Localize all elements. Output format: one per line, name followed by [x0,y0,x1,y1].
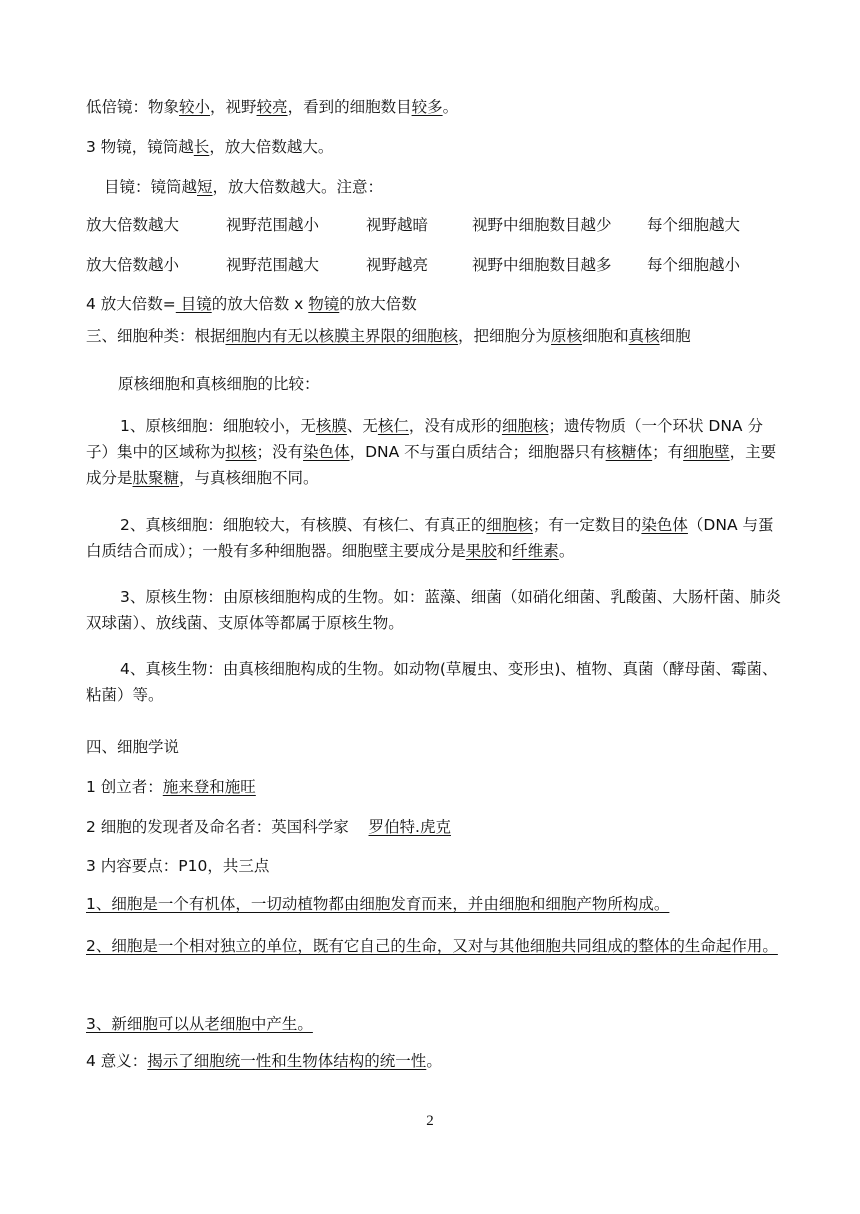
mag-cell: 视野范围越小 [226,216,320,234]
text: ，与真核细胞不同。 [179,469,319,487]
text: 、无 [346,417,378,435]
underlined-term: 较小 [179,98,211,116]
text: ，放大倍数越大。 [209,138,334,156]
underlined-term: 拟核 [225,443,257,461]
theory-point-2 [86,929,786,963]
underlined-term: 揭示了细胞统一性和生物体结构的统一性 [147,1052,427,1070]
text: ，视野 [210,98,257,116]
mag-cell: 视野中细胞数目越多 [472,256,612,274]
mag-cell: 视野范围越大 [226,256,320,274]
text: 2 细胞的发现者及命名者：英国科学家 [86,818,349,836]
underlined-term: 2、细胞是一个相对独立的单位，既有它自己的生命，又对与其他细胞共同组成的整体的生命起作用。 [86,937,778,955]
underlined-term: 目镜 [175,295,212,313]
text: ，DNA 不与蛋白质结合；细胞器只有 [349,443,606,461]
underlined-term: 真核 [628,327,660,345]
underlined-term: 原核 [551,327,583,345]
text: 1、原核细胞：细胞较小，无 [120,417,316,435]
text: （DNA 与蛋白质结合而成）；一般有多种细胞器。细胞壁主要成分是 [86,516,774,560]
text: 。 [442,98,459,116]
underlined-term: 核仁 [377,417,409,435]
text: 细胞和 [582,327,629,345]
text: 。 [426,1052,442,1070]
mag-cell: 视野越亮 [366,256,429,274]
underlined-term: 肽聚糖 [132,469,180,487]
magnification-row-2 [86,255,786,275]
mag-cell: 放大倍数越小 [86,256,180,274]
discoverer-line [86,817,786,837]
mag-cell: 视野越暗 [366,216,429,234]
underlined-term: 染色体 [641,516,688,534]
underlined-term: 3、新细胞可以从老细胞中产生。 [86,1015,313,1033]
mag-cell: 视野中细胞数目越少 [472,216,612,234]
underlined-term: 果胶 [465,542,497,560]
underlined-term: 核膜 [315,417,347,435]
formula-line [86,294,786,314]
text: ，没有成形的 [408,417,502,435]
underlined-term: 物镜 [308,295,340,313]
text: 3 物镜，镜筒越 [86,138,194,156]
underlined-term: 细胞内有无以核膜主界限的细胞核 [225,327,459,345]
text: 的放大倍数 x [211,295,309,313]
text: 细胞 [659,327,691,345]
text: ；没有 [256,443,304,461]
underlined-term: 1、细胞是一个有机体，一切动植物都由细胞发育而来，并由细胞和细胞产物所构成。 [86,895,670,913]
mag-cell: 每个细胞越大 [647,216,741,234]
text: 。 [558,542,575,560]
text: 和 [496,542,513,560]
magnification-row-1 [86,215,786,235]
theory-point-1 [86,894,786,914]
eyepiece-line [104,177,804,197]
underlined-term: 核糖体 [605,443,653,461]
prokaryote-organism-paragraph: 3、原核生物：由原核细胞构成的生物。如：蓝藻、细菌（如硝化细菌、乳酸菌、大肠杆菌、肺炎双球菌）、放线菌、支原体等都属于原核生物。 [86,588,781,632]
significance-line [86,1051,786,1071]
mag-cell: 每个细胞越小 [647,256,741,274]
content-points-line: 3 内容要点：P10，共三点 [86,857,270,875]
low-power-line [86,97,786,117]
founder-line [86,777,786,797]
eukaryote-organism-paragraph: 4、真核生物：由真核细胞构成的生物。如动物(草履虫、变形虫)、植物、真菌（酵母菌、霉菌、粘菌）等。 [86,660,778,704]
underlined-term: 细胞壁 [683,443,730,461]
text: 的放大倍数 [339,295,417,313]
underlined-term: 罗伯特.虎克 [368,818,451,836]
text: 1 创立者： [86,778,163,796]
prokaryote-cell-paragraph [86,413,786,491]
section-4-heading: 四、细胞学说 [86,738,180,756]
text: ，把细胞分为 [458,327,552,345]
theory-point-3 [86,1014,786,1034]
underlined-term: 较多 [411,98,443,116]
text: ；有一定数目的 [532,516,642,534]
text: ，看到的细胞数目 [287,98,412,116]
underlined-term: 细胞核 [486,516,533,534]
underlined-term: 短 [197,178,213,196]
text: ；遗传物质（一个环状 DNA 分子）集中的区域称为 [86,417,763,461]
text: 4 放大倍数= [86,295,176,313]
text: 三、细胞种类：根据 [86,327,226,345]
page-number: 2 [426,1113,434,1129]
text: 2、真核细胞：细胞较大，有核膜、有核仁、有真正的 [120,516,487,534]
underlined-term: 长 [193,138,210,156]
underlined-term: 细胞核 [501,417,549,435]
text: ，主要成分是 [86,443,777,487]
text: 目镜：镜筒越 [104,178,198,196]
compare-title: 原核细胞和真核细胞的比较： [118,375,320,393]
objective-line [86,137,786,157]
underlined-term: 纤维素 [512,542,559,560]
mag-cell: 放大倍数越大 [86,216,180,234]
text: 4 意义： [86,1052,148,1070]
section-3-heading [86,326,786,346]
underlined-term: 施来登和施旺 [162,778,256,796]
text: ，放大倍数越大。注意： [212,178,384,196]
eukaryote-cell-paragraph [86,512,786,564]
text: 低倍镜：物象 [86,98,180,116]
text: ；有 [652,443,684,461]
underlined-term: 染色体 [303,443,350,461]
underlined-term: 较亮 [256,98,288,116]
